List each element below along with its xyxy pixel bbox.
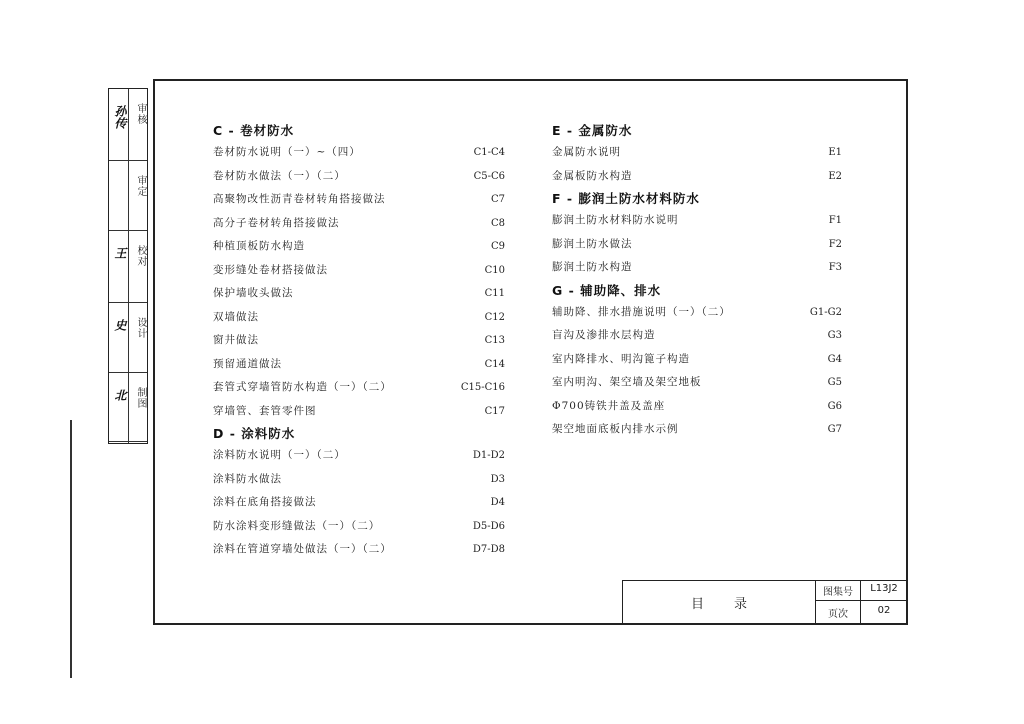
item-code: D3 <box>490 473 505 485</box>
item-code: D1-D2 <box>472 450 505 461</box>
approval-role-label: 审定 <box>135 175 146 197</box>
title-block <box>622 580 908 623</box>
item-title: 盲沟及渗排水层构造 <box>552 329 656 341</box>
item-title: 架空地面底板内排水示例 <box>552 423 679 435</box>
item-title: 双墙做法 <box>213 310 259 323</box>
list-item <box>552 165 842 189</box>
item-code: G4 <box>827 353 842 365</box>
item-code: C1-C4 <box>473 147 505 158</box>
item-title: 辅助降、排水措施说明（一）（二） <box>552 305 731 318</box>
list-item <box>552 141 842 165</box>
item-code: G7 <box>827 424 842 435</box>
item-title: 高聚物改性沥青卷材转角搭接做法 <box>213 193 386 205</box>
list-item <box>213 468 505 492</box>
margin-line <box>70 420 72 678</box>
approval-cell <box>109 231 147 303</box>
atlas-number-value: L13J2 <box>870 583 898 594</box>
item-title: 高分子卷材转角搭接做法 <box>213 216 340 229</box>
item-title: 卷材防水说明（一）~（四） <box>213 146 361 158</box>
item-code: D5-D6 <box>472 520 505 532</box>
list-item <box>213 515 505 539</box>
list-item <box>213 259 505 283</box>
left-column <box>213 120 505 562</box>
item-title: 窗井做法 <box>213 334 259 346</box>
approval-sidebar <box>108 88 148 444</box>
approval-role-label: 审核 <box>135 103 146 125</box>
item-code: G5 <box>827 377 842 388</box>
list-item <box>552 324 842 348</box>
item-code: D4 <box>490 497 505 508</box>
list-item <box>213 400 505 424</box>
item-title: 金属防水说明 <box>552 146 621 158</box>
signature: 史 <box>113 319 127 331</box>
list-item <box>213 282 505 306</box>
signature: 王 <box>113 247 127 259</box>
item-code: G6 <box>827 400 842 412</box>
title-block-divider <box>815 600 908 601</box>
document-title: 目录 <box>690 596 777 612</box>
section-heading: G - 辅助降、排水 <box>552 282 662 298</box>
signature: 孙传 <box>113 105 127 129</box>
item-code: C7 <box>490 194 505 205</box>
approval-cell <box>109 303 147 373</box>
item-code: C9 <box>490 241 505 252</box>
item-title: 涂料防水说明（一）（二） <box>213 449 346 461</box>
section-heading: E - 金属防水 <box>552 123 633 138</box>
item-code: F2 <box>828 238 842 250</box>
item-code: E1 <box>828 147 842 158</box>
section-heading: C - 卷材防水 <box>213 123 295 138</box>
item-code: C13 <box>484 335 505 346</box>
item-title: 膨润土防水材料防水说明 <box>552 214 679 226</box>
list-item <box>213 444 505 468</box>
item-code: C5-C6 <box>473 170 505 182</box>
item-code: C10 <box>484 264 505 276</box>
list-item <box>213 353 505 377</box>
list-item <box>552 371 842 395</box>
item-code: C8 <box>490 217 505 229</box>
page-number-value: 02 <box>877 605 891 616</box>
item-code: G1-G2 <box>809 306 842 318</box>
item-title: 变形缝处卷材搭接做法 <box>213 263 328 276</box>
list-item <box>213 141 505 165</box>
right-column <box>552 120 842 442</box>
approval-cell <box>109 89 147 161</box>
section-heading: D - 涂料防水 <box>213 426 296 441</box>
item-code: C14 <box>484 358 505 370</box>
item-title: 涂料在底角搭接做法 <box>213 496 317 508</box>
list-item <box>213 165 505 189</box>
item-code: G3 <box>827 330 842 341</box>
item-code: C15-C16 <box>460 382 505 393</box>
item-code: C12 <box>484 311 505 323</box>
item-title: 种植顶板防水构造 <box>213 240 305 252</box>
approval-role-label: 设计 <box>135 317 146 339</box>
list-item <box>552 348 842 372</box>
item-title: Φ700铸铁井盖及盖座 <box>552 399 666 412</box>
list-item <box>213 538 505 562</box>
atlas-number-label: 图集号 <box>823 587 853 598</box>
item-code: F1 <box>828 215 842 226</box>
item-code: C11 <box>484 288 505 299</box>
item-title: 防水涂料变形缝做法（一）（二） <box>213 519 381 532</box>
item-title: 套管式穿墙管防水构造（一）（二） <box>213 381 392 393</box>
item-title: 膨润土防水做法 <box>552 237 633 250</box>
list-item <box>213 188 505 212</box>
list-item <box>552 395 842 419</box>
item-title: 预留通道做法 <box>213 357 282 370</box>
item-title: 室内降排水、明沟篦子构造 <box>552 352 690 365</box>
page-number-label: 页次 <box>828 609 848 620</box>
list-item <box>213 376 505 400</box>
item-code: C17 <box>484 405 505 417</box>
item-title: 膨润土防水构造 <box>552 261 633 273</box>
item-code: E2 <box>828 170 842 182</box>
list-item <box>552 418 842 442</box>
item-title: 涂料防水做法 <box>213 472 282 485</box>
item-code: F3 <box>828 262 842 273</box>
list-item <box>552 233 842 257</box>
approval-role-label: 制图 <box>135 387 146 409</box>
list-item <box>552 209 842 233</box>
section-heading: F - 膨润土防水材料防水 <box>552 191 700 206</box>
list-item <box>213 329 505 353</box>
item-code: D7-D8 <box>472 544 505 555</box>
list-item <box>552 256 842 280</box>
item-title: 穿墙管、套管零件图 <box>213 404 317 417</box>
approval-role-label: 校对 <box>135 245 146 267</box>
item-title: 卷材防水做法（一）（二） <box>213 169 346 182</box>
list-item <box>213 235 505 259</box>
list-item <box>213 212 505 236</box>
item-title: 金属板防水构造 <box>552 169 633 182</box>
item-title: 室内明沟、架空墙及架空地板 <box>552 376 702 388</box>
item-title: 保护墙收头做法 <box>213 287 294 299</box>
signature: 北 <box>113 389 127 401</box>
list-item <box>213 306 505 330</box>
approval-cell <box>109 161 147 231</box>
item-title: 涂料在管道穿墙处做法（一）（二） <box>213 543 392 555</box>
list-item <box>552 301 842 325</box>
approval-cell <box>109 373 147 442</box>
list-item <box>213 491 505 515</box>
